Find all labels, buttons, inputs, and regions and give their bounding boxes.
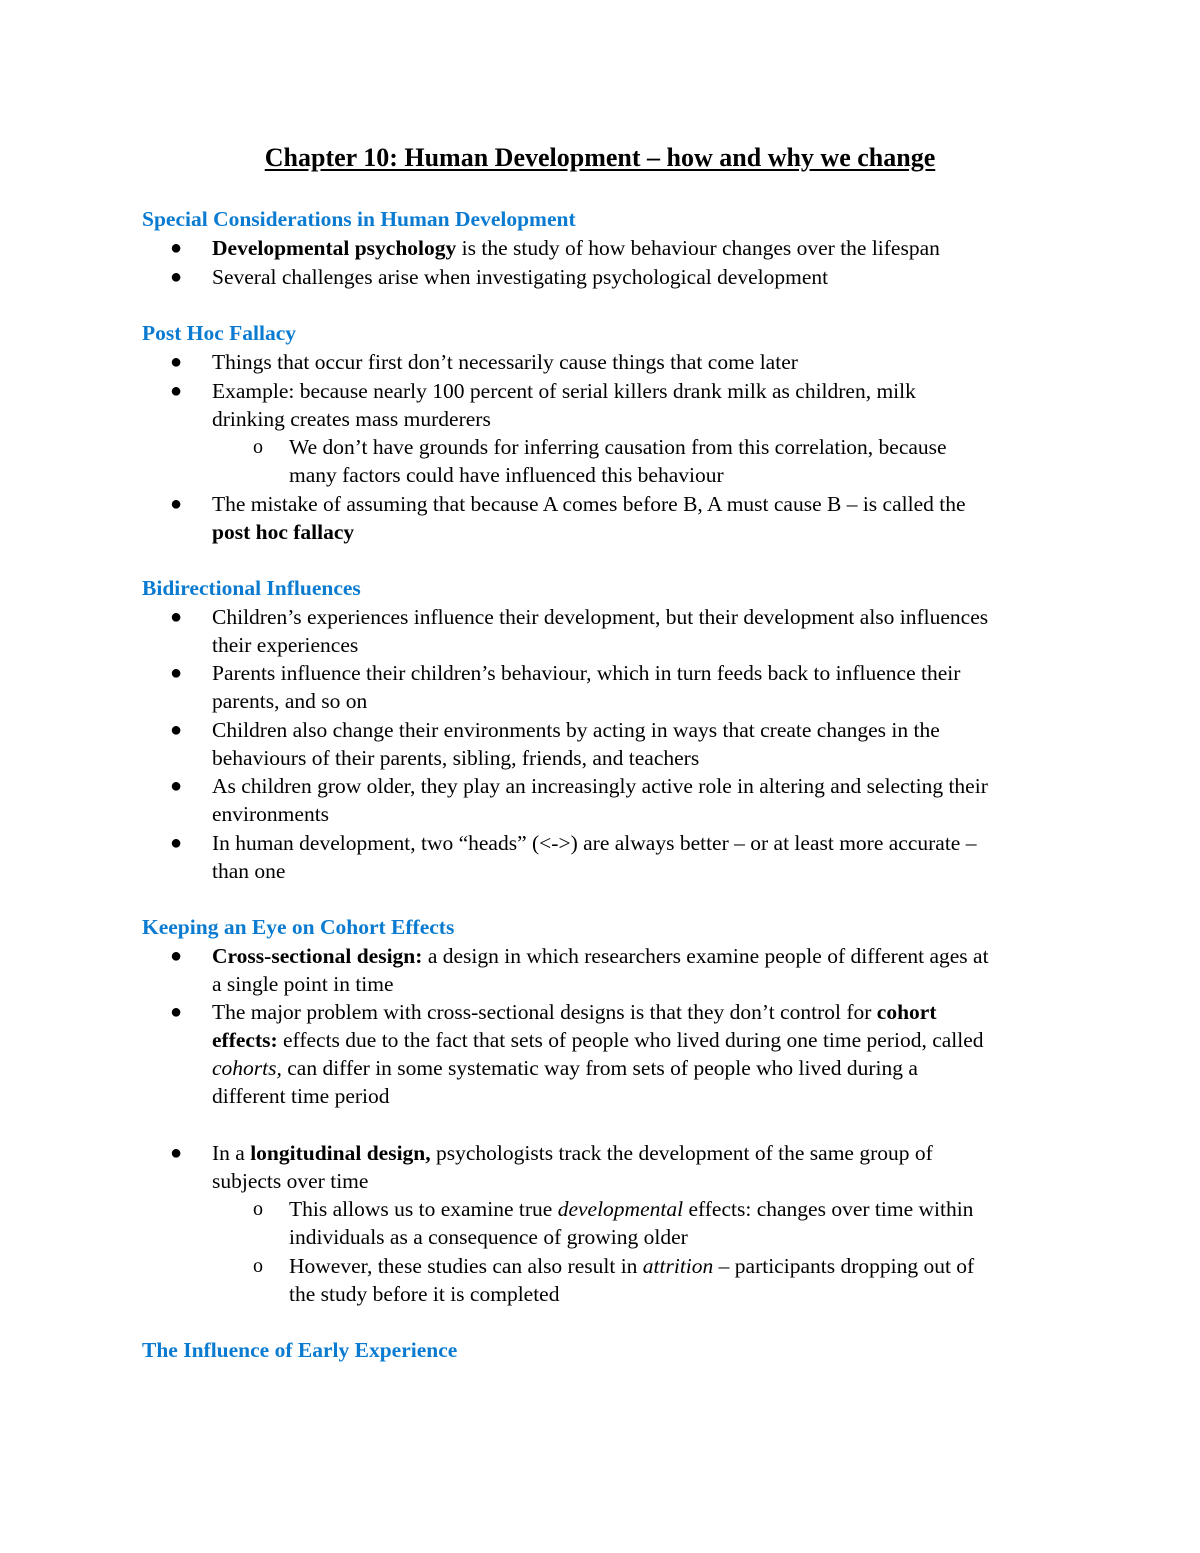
bullet-icon: ● bbox=[170, 266, 183, 288]
sub-list-item bbox=[289, 1195, 973, 1223]
section-heading: The Influence of Early Experience bbox=[142, 1338, 458, 1362]
bullet-icon: ● bbox=[170, 351, 183, 373]
list-item-continuation: parents, and so on bbox=[212, 689, 368, 713]
bullet-icon: ● bbox=[170, 1001, 183, 1023]
list-item: The mistake of assuming that because A comes before B, A must cause B – is called the bbox=[212, 492, 966, 516]
item-text: can differ in some systematic way from sets of people who lived during a bbox=[281, 1056, 918, 1080]
item-text: a design in which researchers examine people of different ages at bbox=[422, 944, 989, 968]
item-text: – participants dropping out of bbox=[713, 1254, 975, 1278]
item-text: effects due to the fact that sets of people who lived during one time period, called bbox=[277, 1028, 984, 1052]
sub-bullet-icon: o bbox=[253, 436, 263, 458]
list-item: Children also change their environments by acting in ways that create changes in the bbox=[212, 718, 940, 742]
sub-list-item: We don’t have grounds for inferring causation from this correlation, because bbox=[289, 435, 947, 459]
list-item bbox=[212, 942, 989, 970]
sub-bullet-icon: o bbox=[253, 1198, 263, 1220]
list-item: Things that occur first don’t necessarily cause things that come later bbox=[212, 350, 798, 374]
bullet-icon: ● bbox=[170, 945, 183, 967]
list-item bbox=[212, 234, 940, 262]
list-item: As children grow older, they play an increasingly active role in altering and selecting their bbox=[212, 774, 988, 798]
list-item bbox=[212, 1139, 933, 1167]
sub-bullet-icon: o bbox=[253, 1255, 263, 1277]
item-text: The major problem with cross-sectional designs is that they don’t control for bbox=[212, 1000, 877, 1024]
list-item-continuation: their experiences bbox=[212, 633, 359, 657]
bullet-icon: ● bbox=[170, 493, 183, 515]
list-item: Parents influence their children’s behaviour, which in turn feeds back to influence their bbox=[212, 661, 961, 685]
item-text: In a bbox=[212, 1141, 251, 1165]
item-text: is the study of how behaviour changes over the lifespan bbox=[456, 236, 940, 260]
bold-term: longitudinal design, bbox=[250, 1141, 431, 1165]
list-item: In human development, two “heads” (<->) are always better – or at least more accurate – bbox=[212, 831, 977, 855]
list-item-continuation bbox=[212, 518, 354, 546]
bold-term: Cross-sectional design: bbox=[212, 944, 423, 968]
list-item-continuation: environments bbox=[212, 802, 330, 826]
italic-term: attrition bbox=[642, 1254, 714, 1278]
item-text: psychologists track the development of the same group of bbox=[430, 1141, 933, 1165]
sub-list-item-continuation: many factors could have influenced this behaviour bbox=[289, 463, 724, 487]
list-item bbox=[212, 998, 936, 1026]
list-item: Several challenges arise when investigating psychological development bbox=[212, 265, 829, 289]
italic-term: developmental bbox=[557, 1197, 684, 1221]
bullet-icon: ● bbox=[170, 662, 183, 684]
bold-term: post hoc fallacy bbox=[212, 520, 355, 544]
list-item-continuation: behaviours of their parents, sibling, friends, and teachers bbox=[212, 746, 700, 770]
sub-list-item bbox=[289, 1252, 974, 1280]
bullet-icon: ● bbox=[170, 606, 183, 628]
list-item-continuation: drinking creates mass murderers bbox=[212, 407, 491, 431]
page-title: Chapter 10: Human Development – how and why we change bbox=[264, 143, 936, 172]
bullet-icon: ● bbox=[170, 380, 183, 402]
item-text: This allows us to examine true bbox=[289, 1197, 558, 1221]
list-item: Example: because nearly 100 percent of serial killers drank milk as children, milk bbox=[212, 379, 916, 403]
section-heading: Bidirectional Influences bbox=[142, 576, 361, 600]
item-text: effects: changes over time within bbox=[683, 1197, 974, 1221]
list-item: Children’s experiences influence their development, but their development also influences bbox=[212, 605, 989, 629]
sub-list-item-continuation: the study before it is completed bbox=[289, 1282, 560, 1306]
list-item-continuation: different time period bbox=[212, 1084, 390, 1108]
list-item-continuation: than one bbox=[212, 859, 286, 883]
bold-term: cohort bbox=[876, 1000, 937, 1024]
section-heading: Special Considerations in Human Development bbox=[142, 207, 576, 231]
bullet-icon: ● bbox=[170, 832, 183, 854]
bullet-icon: ● bbox=[170, 719, 183, 741]
list-item-continuation bbox=[212, 1026, 984, 1054]
bold-term: Developmental psychology bbox=[212, 236, 457, 260]
sub-list-item-continuation: individuals as a consequence of growing older bbox=[289, 1225, 688, 1249]
bold-term: effects: bbox=[212, 1028, 278, 1052]
list-item-continuation: subjects over time bbox=[212, 1169, 369, 1193]
list-item-continuation: a single point in time bbox=[212, 972, 394, 996]
list-item-continuation bbox=[212, 1054, 918, 1082]
item-text: However, these studies can also result in bbox=[289, 1254, 643, 1278]
bullet-icon: ● bbox=[170, 775, 183, 797]
section-heading: Keeping an Eye on Cohort Effects bbox=[142, 915, 455, 939]
bullet-icon: ● bbox=[170, 237, 183, 259]
bullet-icon: ● bbox=[170, 1142, 183, 1164]
italic-term: cohorts, bbox=[212, 1056, 282, 1080]
section-heading: Post Hoc Fallacy bbox=[142, 321, 297, 345]
